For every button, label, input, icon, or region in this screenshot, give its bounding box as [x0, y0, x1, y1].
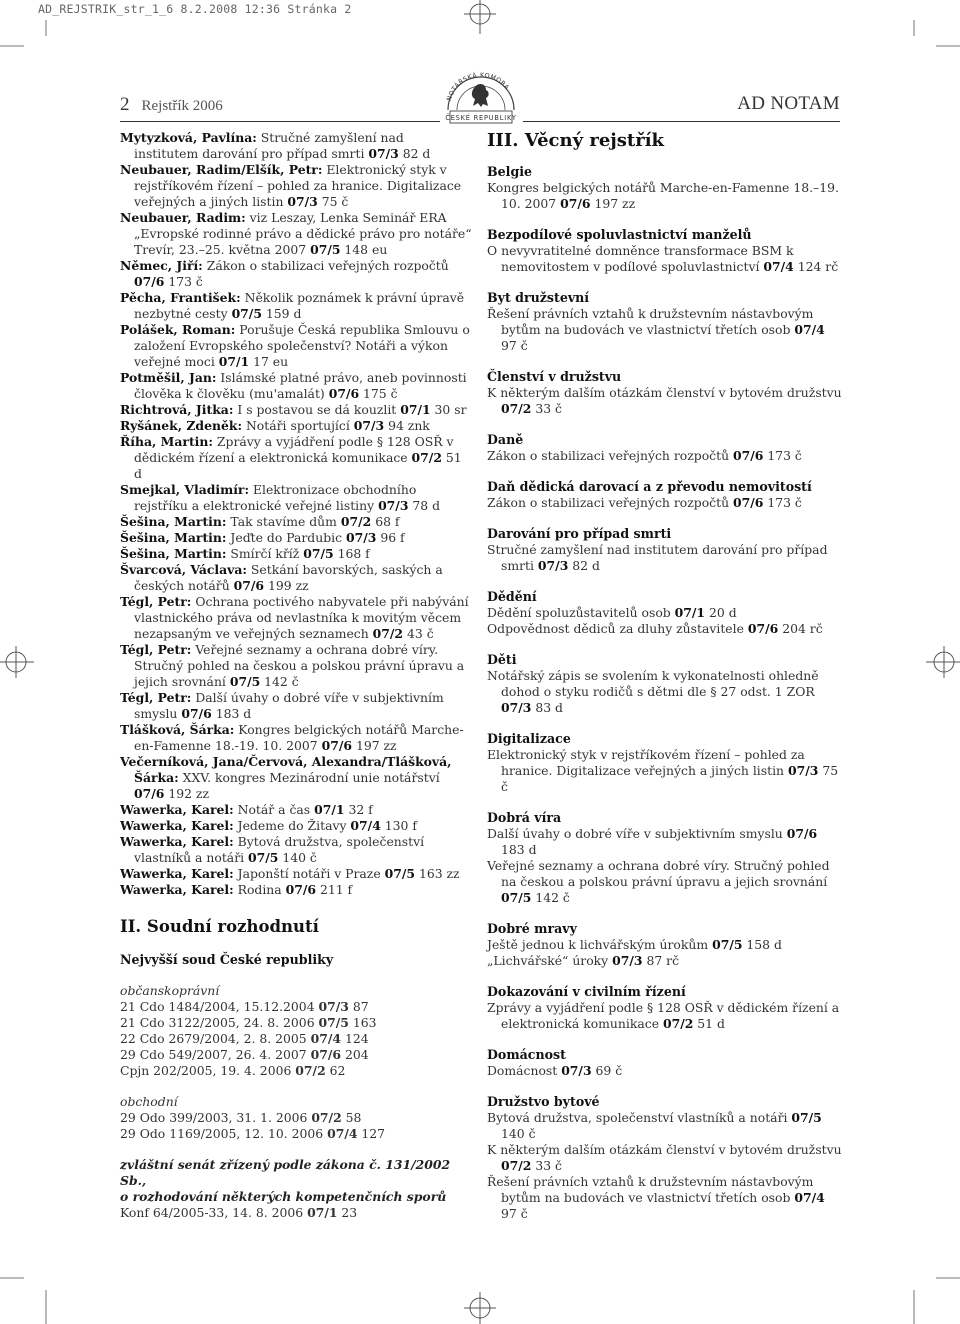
- issue-number: 07/2: [340, 514, 372, 529]
- issue-number: 07/3: [378, 498, 409, 513]
- decision-entry: [120, 1205, 472, 1221]
- chamber-seal-logo: [440, 66, 522, 126]
- issue-number: 07/2: [295, 1063, 326, 1078]
- article-title: Stručné zamyšlení nad institutem darování pro případ smrti: [487, 542, 828, 573]
- svg-text:ČESKÉ REPUBLIKY: ČESKÉ REPUBLIKY: [445, 114, 517, 122]
- issue-number: 07/5: [248, 850, 279, 865]
- subject-keyword: Byt družstevní: [487, 290, 590, 305]
- article-title: Ochrana poctivého nabyvatele při nabývání vlastnického práva od nevlastníka k movitým věcem nezapsaným ve veřejných seznamech: [134, 594, 469, 641]
- subject-entry: [487, 180, 842, 212]
- author-name: Polášek, Roman:: [120, 322, 236, 337]
- author-name: Wawerka, Karel:: [120, 834, 234, 849]
- article-title: Porušuje Česká republika Smlouvu o založení Evropského společenství? Notáři a výkon veřejné moci: [134, 322, 470, 369]
- court-name: Nejvyšší soud České republiky: [120, 952, 334, 967]
- issue-number: 07/5: [229, 674, 261, 689]
- issue-number: 07/6: [310, 1047, 342, 1062]
- issue-number: 07/1: [314, 802, 345, 817]
- subject-keyword: Digitalizace: [487, 731, 571, 746]
- author-entry: [120, 642, 472, 690]
- subject-group: [487, 1094, 842, 1222]
- article-title: Bytová družstva, společenství vlastníků a notáři: [134, 834, 425, 865]
- page-ref: 159 d: [261, 306, 302, 321]
- case-reference: Konf 64/2005-33, 14. 8. 2006: [120, 1205, 308, 1220]
- article-title: Setkání bavorských, saských a českých notářů: [134, 562, 443, 593]
- issue-number: 07/3: [346, 530, 377, 545]
- author-name: Wawerka, Karel:: [120, 818, 234, 833]
- article-title: Další úvahy o dobré víře v subjektivním smyslu: [487, 826, 787, 841]
- page-ref: 163: [348, 1015, 377, 1030]
- subject-entry: [487, 747, 842, 795]
- author-entry: [120, 802, 472, 818]
- decision-entry: [120, 1031, 472, 1047]
- author-entry: [120, 754, 472, 802]
- author-name: Wawerka, Karel:: [120, 802, 234, 817]
- subject-group: [487, 731, 842, 795]
- author-entry: [120, 834, 472, 866]
- issue-number: 07/5: [712, 937, 743, 952]
- subject-group: [487, 227, 842, 275]
- article-title: Dědění spoluzůstavitelů osob: [487, 605, 675, 620]
- subject-group: [487, 526, 842, 574]
- issue-number: 07/3: [537, 558, 569, 573]
- subject-entry: [487, 1063, 842, 1079]
- issue-number: 07/2: [311, 1110, 342, 1125]
- article-title: Několik poznámek k právní úpravě nezbytné cesty: [134, 290, 465, 321]
- page-ref: 173 č: [763, 448, 802, 463]
- subject-group: [487, 921, 842, 969]
- page-ref: 82 d: [568, 558, 600, 573]
- page-number: 2 Rejstřík 2006: [120, 94, 223, 115]
- subject-group: [487, 652, 842, 716]
- author-entry: [120, 290, 472, 322]
- issue-number: 07/3: [787, 763, 819, 778]
- issue-number: 07/1: [218, 354, 250, 369]
- subject-entry: [487, 1000, 842, 1032]
- issue-number: 07/6: [134, 786, 165, 801]
- subject-group: [487, 369, 842, 417]
- article-title: Notáři sportující: [242, 418, 354, 433]
- issue-number: 07/6: [747, 621, 779, 636]
- page-ref: 83 d: [531, 700, 563, 715]
- page-ref: 192 zz: [164, 786, 209, 801]
- case-reference: 21 Cdo 3122/2005, 24. 8. 2006: [120, 1015, 319, 1030]
- case-reference: 22 Cdo 2679/2004, 2. 8. 2005: [120, 1031, 311, 1046]
- civil-label: občanskoprávní: [120, 983, 220, 998]
- decision-entry: [120, 999, 472, 1015]
- decision-entry: [120, 1015, 472, 1031]
- page-ref: 87: [348, 999, 369, 1014]
- author-entry: [120, 546, 472, 562]
- page-ref: 68 f: [371, 514, 400, 529]
- subject-entry: [487, 1110, 842, 1142]
- author-name: Neubauer, Radim/Elšík, Petr:: [120, 162, 323, 177]
- issue-number: 07/6: [134, 274, 165, 289]
- author-name: Šešina, Martin:: [120, 546, 227, 561]
- article-title: Elektronický styk v rejstříkovém řízení – pohled za hranice. Digitalizace veřejných a jiných listin: [487, 747, 805, 778]
- senate-label-line-2: o rozhodování některých kompetenčních sporů: [120, 1189, 447, 1204]
- page-ref: 140 č: [278, 850, 317, 865]
- subject-entry: [487, 495, 842, 511]
- senate-label-line-1: zvláštní senát zřízený podle zákona č. 131/2002 Sb.,: [120, 1157, 451, 1188]
- case-reference: 29 Cdo 549/2007, 26. 4. 2007: [120, 1047, 311, 1062]
- issue-number: 07/4: [350, 818, 381, 833]
- page-ref: 148 eu: [340, 242, 388, 257]
- page-ref: 43 č: [403, 626, 434, 641]
- author-name: Potměšil, Jan:: [120, 370, 217, 385]
- section-title-subject-index: III. Věcný rejstřík: [487, 130, 665, 151]
- author-name: Wawerka, Karel:: [120, 882, 234, 897]
- page-ref: 175 č: [359, 386, 398, 401]
- page-ref: 197 zz: [352, 738, 397, 753]
- subject-keyword: Darování pro případ smrti: [487, 526, 672, 541]
- author-name: Šešina, Martin:: [120, 514, 227, 529]
- issue-number: 07/6: [233, 578, 265, 593]
- subject-keyword: Daň dědická darovací a z převodu nemovitostí: [487, 479, 812, 494]
- issue-number: 07/5: [231, 306, 262, 321]
- author-name: Tégl, Petr:: [120, 594, 192, 609]
- subject-keyword: Dědění: [487, 589, 537, 604]
- issue-number: 07/3: [318, 999, 349, 1014]
- issue-number: 07/3: [501, 700, 532, 715]
- article-title: Zákon o stabilizaci veřejných rozpočtů: [487, 495, 733, 510]
- page-ref: 30 sr: [430, 402, 467, 417]
- article-title: Notář a čas: [233, 802, 315, 817]
- header-rule-left: [120, 121, 440, 122]
- decision-entry: [120, 1110, 472, 1126]
- subject-keyword: Dokazování v civilním řízení: [487, 984, 686, 999]
- issue-number: 07/4: [794, 1190, 825, 1205]
- subject-keyword: Daně: [487, 432, 524, 447]
- issue-number: 07/6: [733, 448, 764, 463]
- page-ref: 20 d: [705, 605, 737, 620]
- subject-entry: [487, 385, 842, 417]
- article-title: Veřejné seznamy a ochrana dobré víry. Stručný pohled na českou a polskou právní úpravu a jejich srovnání: [487, 858, 830, 889]
- subject-entry: [487, 826, 842, 858]
- page-ref: 97 č: [501, 338, 528, 353]
- issue-number: 07/1: [674, 605, 706, 620]
- author-name: Pěcha, František:: [120, 290, 241, 305]
- page-ref: 183 d: [211, 706, 252, 721]
- article-title: Domácnost: [487, 1063, 562, 1078]
- article-title: K některým dalším otázkám členství v bytovém družstvu: [487, 385, 842, 400]
- author-entry: [120, 418, 472, 434]
- decision-entry: [120, 1047, 472, 1063]
- article-title: Stručné zamyšlení nad institutem darování pro případ smrti: [134, 130, 404, 161]
- page-ref: 183 d: [501, 842, 537, 857]
- subject-entry: [487, 243, 842, 275]
- page-ref: 127: [357, 1126, 386, 1141]
- issue-number: 07/2: [372, 626, 404, 641]
- author-entry: [120, 594, 472, 642]
- author-name: Neubauer, Radim:: [120, 210, 246, 225]
- subject-entry: [487, 937, 842, 953]
- page-ref: 78 d: [408, 498, 441, 513]
- article-title: Elektronizace obchodního rejstříku a elektronické veřejné listiny: [134, 482, 417, 513]
- author-entry: [120, 162, 472, 210]
- journal-brand: AD NOTAM: [737, 93, 840, 114]
- article-title: Zákon o stabilizaci veřejných rozpočtů: [487, 448, 733, 463]
- issue-number: 07/6: [733, 495, 764, 510]
- page-ref: 87 rč: [642, 953, 680, 968]
- subject-group: [487, 984, 842, 1032]
- page-ref: 33 č: [531, 1158, 562, 1173]
- article-title: Zprávy a vyjádření podle § 128 OSŘ v dědickém řízení a elektronická komunikace: [134, 434, 454, 465]
- page-ref: 204 rč: [778, 621, 823, 636]
- page-ref: 142 č: [531, 890, 570, 905]
- author-entry: [120, 258, 472, 290]
- subject-keyword: Domácnost: [487, 1047, 566, 1062]
- subject-keyword: Dobrá víra: [487, 810, 562, 825]
- case-reference: 29 Odo 1169/2005, 12. 10. 2006: [120, 1126, 328, 1141]
- article-title: Jeďte do Pardubic: [226, 530, 346, 545]
- article-title: K některým dalším otázkám členství v bytovém družstvu: [487, 1142, 842, 1157]
- subject-keyword: Dobré mravy: [487, 921, 577, 936]
- author-name: Tégl, Petr:: [120, 642, 192, 657]
- article-title: „Lichvářské“ úroky: [487, 953, 613, 968]
- article-title: Japonští notáři v Praze: [233, 866, 385, 881]
- article-title: Kongres belgických notářů Marche-en-Famenne 18.–19. 10. 2007: [487, 180, 839, 211]
- page-ref: 23: [337, 1205, 358, 1220]
- author-entry: [120, 482, 472, 514]
- issue-number: 07/1: [400, 402, 431, 417]
- author-entry: [120, 434, 472, 482]
- article-title: O nevyvratitelné domněnce transformace BSM k nemovitostem v podílové spoluvlastnictví: [487, 243, 794, 274]
- author-name: Richtrová, Jitka:: [120, 402, 234, 417]
- article-title: viz Leszay, Lenka Seminář ERA „Evropské rodinné právo a dědické právo pro notáře“ Trevír, 23.–25. května 2007: [134, 210, 472, 257]
- page-ref: 58: [341, 1110, 362, 1125]
- issue-number: 07/6: [321, 738, 352, 753]
- page-ref: 163 zz: [415, 866, 460, 881]
- page-ref: 168 f: [333, 546, 370, 561]
- article-title: Rodina: [233, 882, 286, 897]
- issue-number: 07/4: [794, 322, 825, 337]
- author-name: Ryšánek, Zdeněk:: [120, 418, 243, 433]
- page-ref: 82 d: [398, 146, 431, 161]
- page-ref: 130 f: [380, 818, 417, 833]
- author-entry: [120, 866, 472, 882]
- issue-number: 07/2: [662, 1016, 694, 1031]
- article-title: Řešení právních vztahů k družstevním nástavbovým bytům na budovách ve vlastnictví třetích osob: [487, 1174, 814, 1205]
- issue-number: 07/6: [181, 706, 212, 721]
- page-ref: 75 č: [501, 763, 839, 794]
- print-slug: AD_REJSTRIK_str_1_6 8.2.2008 12:36 Stránka 2: [38, 2, 352, 16]
- article-title: Ještě jednou k lichvářským úrokům: [487, 937, 713, 952]
- issue-number: 07/4: [327, 1126, 358, 1141]
- article-title: Jedeme do Žitavy: [233, 818, 351, 833]
- page-ref: 96 f: [376, 530, 405, 545]
- page-ref: 199 zz: [264, 578, 309, 593]
- author-name: Švarcová, Václava:: [120, 562, 247, 577]
- page-ref: 32 f: [344, 802, 373, 817]
- page-ref: 62: [325, 1063, 346, 1078]
- issue-number: 07/3: [368, 146, 399, 161]
- subject-entry: [487, 1142, 842, 1174]
- author-entry: [120, 322, 472, 370]
- subject-group: [487, 589, 842, 637]
- page-ref: 51 d: [134, 450, 462, 481]
- page-ref: 17 eu: [249, 354, 289, 369]
- article-title: I s postavou se dá kouzlit: [233, 402, 401, 417]
- lion-icon: [472, 84, 489, 107]
- author-name: Wawerka, Karel:: [120, 866, 234, 881]
- issue-number: 07/3: [561, 1063, 592, 1078]
- author-name: Tlášková, Šárka:: [120, 722, 235, 737]
- issue-number: 07/3: [612, 953, 643, 968]
- author-entry: [120, 530, 472, 546]
- author-entry: [120, 562, 472, 594]
- article-title: Islámské platné právo, aneb povinnosti člověka k člověku (mu'amalát): [134, 370, 467, 401]
- issue-number: 07/2: [501, 401, 532, 416]
- subject-entry: [487, 448, 842, 464]
- issue-number: 07/6: [560, 196, 591, 211]
- subject-entry: [487, 306, 842, 354]
- issue-number: 07/2: [501, 1158, 532, 1173]
- author-name: Smejkal, Vladimír:: [120, 482, 250, 497]
- senate-decisions: [120, 1205, 472, 1221]
- running-title: Rejstřík 2006: [141, 98, 223, 114]
- author-name: Němec, Jiří:: [120, 258, 203, 273]
- case-reference: 29 Odo 399/2003, 31. 1. 2006: [120, 1110, 312, 1125]
- author-entry: [120, 818, 472, 834]
- issue-number: 07/1: [307, 1205, 338, 1220]
- issue-number: 07/3: [353, 418, 385, 433]
- author-name: Tégl, Petr:: [120, 690, 192, 705]
- author-entry: [120, 722, 472, 754]
- header-rule-right: [523, 121, 840, 122]
- page-ref: 204: [341, 1047, 369, 1062]
- author-name: Říha, Martin:: [120, 434, 213, 449]
- subject-group: [487, 810, 842, 906]
- author-name: Mytyzková, Pavlína:: [120, 130, 257, 145]
- issue-number: 07/5: [303, 546, 334, 561]
- page-ref: 94 znk: [384, 418, 430, 433]
- article-title: Odpovědnost dědiců za dluhy zůstavitele: [487, 621, 748, 636]
- section-title-court-decisions: II. Soudní rozhodnutí: [120, 917, 319, 936]
- author-entry: [120, 370, 472, 402]
- page-ref: 211 f: [316, 882, 353, 897]
- subject-entry: [487, 668, 842, 716]
- left-column: [120, 130, 472, 1221]
- right-column: [487, 130, 842, 1222]
- issue-number: 07/3: [287, 194, 318, 209]
- issue-number: 07/5: [501, 890, 532, 905]
- subject-entry: [487, 621, 842, 637]
- page-ref: 124 rč: [793, 259, 839, 274]
- article-title: Tak stavíme dům: [226, 514, 341, 529]
- subject-entry: [487, 542, 842, 574]
- page-ref: 124: [341, 1031, 369, 1046]
- author-name: Večerníková, Jana/Červová, Alexandra/Tlášková, Šárka:: [120, 754, 452, 785]
- subject-index: [487, 164, 842, 1222]
- subject-keyword: Bezpodílové spoluvlastnictví manželů: [487, 227, 752, 242]
- issue-number: 07/5: [791, 1110, 822, 1125]
- issue-number: 07/2: [411, 450, 442, 465]
- page-ref: 197 zz: [590, 196, 636, 211]
- subject-keyword: Děti: [487, 652, 517, 667]
- article-title: Zprávy a vyjádření podle § 128 OSŘ v dědickém řízení a elektronická komunikace: [487, 1000, 840, 1031]
- article-title: Smírčí kříž: [226, 546, 304, 561]
- article-title: Elektronický styk v rejstříkovém řízení – pohled za hranice. Digitalizace veřejných a jiných listin: [134, 162, 462, 209]
- case-reference: Cpjn 202/2005, 19. 4. 2006: [120, 1063, 296, 1078]
- subject-group: [487, 432, 842, 464]
- issue-number: 07/4: [310, 1031, 342, 1046]
- svg-text:NOTÁŘSKÁ KOMORA: NOTÁŘSKÁ KOMORA: [445, 71, 511, 102]
- decision-entry: [120, 1126, 472, 1142]
- page-ref: 75 č: [317, 194, 349, 209]
- page-ref: 158 d: [742, 937, 782, 952]
- subject-group: [487, 1047, 842, 1079]
- commercial-decisions: [120, 1110, 472, 1142]
- page-ref: 142 č: [260, 674, 299, 689]
- decision-entry: [120, 1063, 472, 1079]
- subject-entry: [487, 953, 842, 969]
- article-title: Bytová družstva, společenství vlastníků a notáři: [487, 1110, 792, 1125]
- subject-group: [487, 479, 842, 511]
- civil-decisions: [120, 999, 472, 1079]
- subject-entry: [487, 858, 842, 906]
- case-reference: 21 Cdo 1484/2004, 15.12.2004: [120, 999, 319, 1014]
- subject-keyword: Členství v družstvu: [487, 369, 622, 384]
- subject-entry: [487, 1174, 842, 1222]
- issue-number: 07/5: [384, 866, 415, 881]
- page-ref: 97 č: [501, 1206, 528, 1221]
- article-title: Další úvahy o dobré víře v subjektivním smyslu: [134, 690, 444, 721]
- page-ref: 173 č: [164, 274, 203, 289]
- author-index: [120, 130, 472, 898]
- author-entry: [120, 210, 472, 258]
- issue-number: 07/6: [786, 826, 818, 841]
- author-entry: [120, 402, 472, 418]
- page-ref: 51 d: [693, 1016, 725, 1031]
- article-title: Notářský zápis se svolením k vykonatelnosti ohledně dohod o styku rodičů s dětmi dle § 27 odst. 1 ZOR: [487, 668, 819, 699]
- article-title: XXV. kongres Mezinárodní unie notářství: [178, 770, 440, 785]
- subject-group: [487, 164, 842, 212]
- issue-number: 07/6: [285, 882, 317, 897]
- subject-entry: [487, 605, 842, 621]
- article-title: Zákon o stabilizaci veřejných rozpočtů: [202, 258, 449, 273]
- issue-number: 07/4: [763, 259, 794, 274]
- page-ref: 173 č: [763, 495, 802, 510]
- author-entry: [120, 514, 472, 530]
- issue-number: 07/5: [310, 242, 341, 257]
- article-title: Řešení právních vztahů k družstevním nástavbovým bytům na budovách ve vlastnictví třetích osob: [487, 306, 814, 337]
- subject-group: [487, 290, 842, 354]
- issue-number: 07/5: [318, 1015, 349, 1030]
- commercial-label: obchodní: [120, 1094, 178, 1109]
- author-name: Šešina, Martin:: [120, 530, 227, 545]
- author-entry: [120, 130, 472, 162]
- article-title: Veřejné seznamy a ochrana dobré víry. Stručný pohled na českou a polskou právní úpravu a jejich srovnání: [134, 642, 465, 689]
- issue-number: 07/6: [328, 386, 360, 401]
- page-ref: 69 č: [591, 1063, 623, 1078]
- article-title: Kongres belgických notářů Marche-en-Famenne 18.-19. 10. 2007: [134, 722, 464, 753]
- page-ref: 33 č: [531, 401, 562, 416]
- subject-keyword: Družstvo bytové: [487, 1094, 600, 1109]
- subject-keyword: Belgie: [487, 164, 533, 179]
- page-ref: 140 č: [501, 1126, 536, 1141]
- author-entry: [120, 882, 472, 898]
- author-entry: [120, 690, 472, 722]
